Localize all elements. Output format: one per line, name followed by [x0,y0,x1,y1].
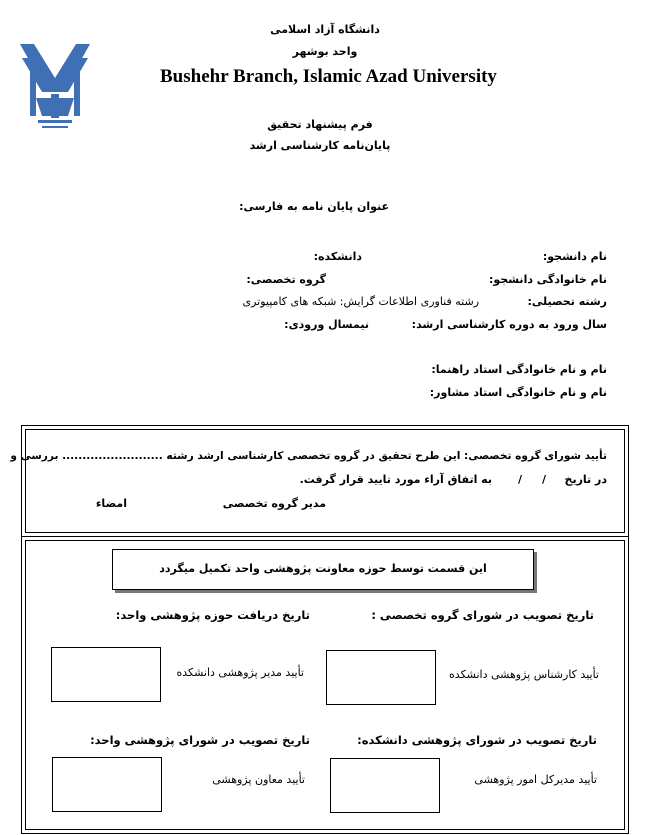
university-name-en: Bushehr Branch, Islamic Azad University [160,66,497,87]
advisor-label: نام و نام خانوادگی استاد مشاور: [429,386,607,399]
form-subtitle: پایان‌نامه کارشناسی ارشد [249,139,391,152]
form-title: فرم پیشنهاد تحقیق [267,118,373,131]
university-name-fa: دانشگاه آزاد اسلامی [270,23,380,36]
date-slash-1: / [542,473,547,486]
approval-line1: تأیید شورای گروه تخصصی: این طرح تحقیق در گروه تخصصی کارشناسی ارشد رشته ......................... بررسی و [10,450,607,462]
faculty-label: دانشکده: [313,250,362,263]
field-value: رشته فناوری اطلاعات گرایش: شبکه های کامپیوتری [242,295,479,308]
faculty-manager-approval-label: تأیید مدیر پژوهشی دانشکده [176,666,304,679]
faculty-expert-approval-label: تأیید کارشناس پژوهشی دانشکده [449,668,599,681]
group-council-date-label: تاریخ تصویب در شورای گروه تخصصی : [371,608,594,622]
general-manager-signature-box[interactable] [330,758,440,813]
faculty-manager-signature-box[interactable] [51,647,161,702]
student-name-label: نام دانشجو: [542,250,607,263]
field-label: رشته تحصیلی: [527,295,607,308]
student-family-label: نام خانوادگی دانشجو: [489,273,607,286]
thesis-title-label: عنوان پایان نامه به فارسی: [239,200,389,213]
approval-date-label: در تاریخ [564,473,607,486]
university-logo [18,40,92,136]
deputy-approval-label: تأیید معاون پژوهشی [212,773,305,786]
deputy-signature-box[interactable] [52,757,162,812]
general-manager-approval-label: تأیید مدیرکل امور پژوهشی [474,773,597,786]
approval-result: به اتفاق آراء مورد تایید قرار گرفت. [299,473,492,486]
semester-label: نیمسال ورودی: [284,318,369,331]
signature-label: امضاء [95,497,127,510]
entry-year-label: سال ورود به دوره کارشناسی ارشد: [411,318,607,331]
unit-council-date-label: تاریخ تصویب در شورای پژوهشی واحد: [90,733,310,747]
supervisor-label: نام و نام خانوادگی استاد راهنما: [431,363,607,376]
group-manager-label: مدیر گروه تخصصی [222,497,326,510]
university-logo-graphic [18,40,92,136]
research-receipt-date-label: تاریخ دریافت حوزه پژوهشی واحد: [115,608,310,622]
branch-name-fa: واحد بوشهر [292,45,358,58]
faculty-expert-signature-box[interactable] [326,650,436,705]
research-banner-text: این قسمت توسط حوزه معاونت پژوهشی واحد تکمیل میگردد [159,562,487,575]
date-slash-2: / [518,473,523,486]
group-label: گروه تخصصی: [246,273,326,286]
faculty-council-date-label: تاریخ تصویب در شورای پژوهشی دانشکده: [357,733,597,747]
